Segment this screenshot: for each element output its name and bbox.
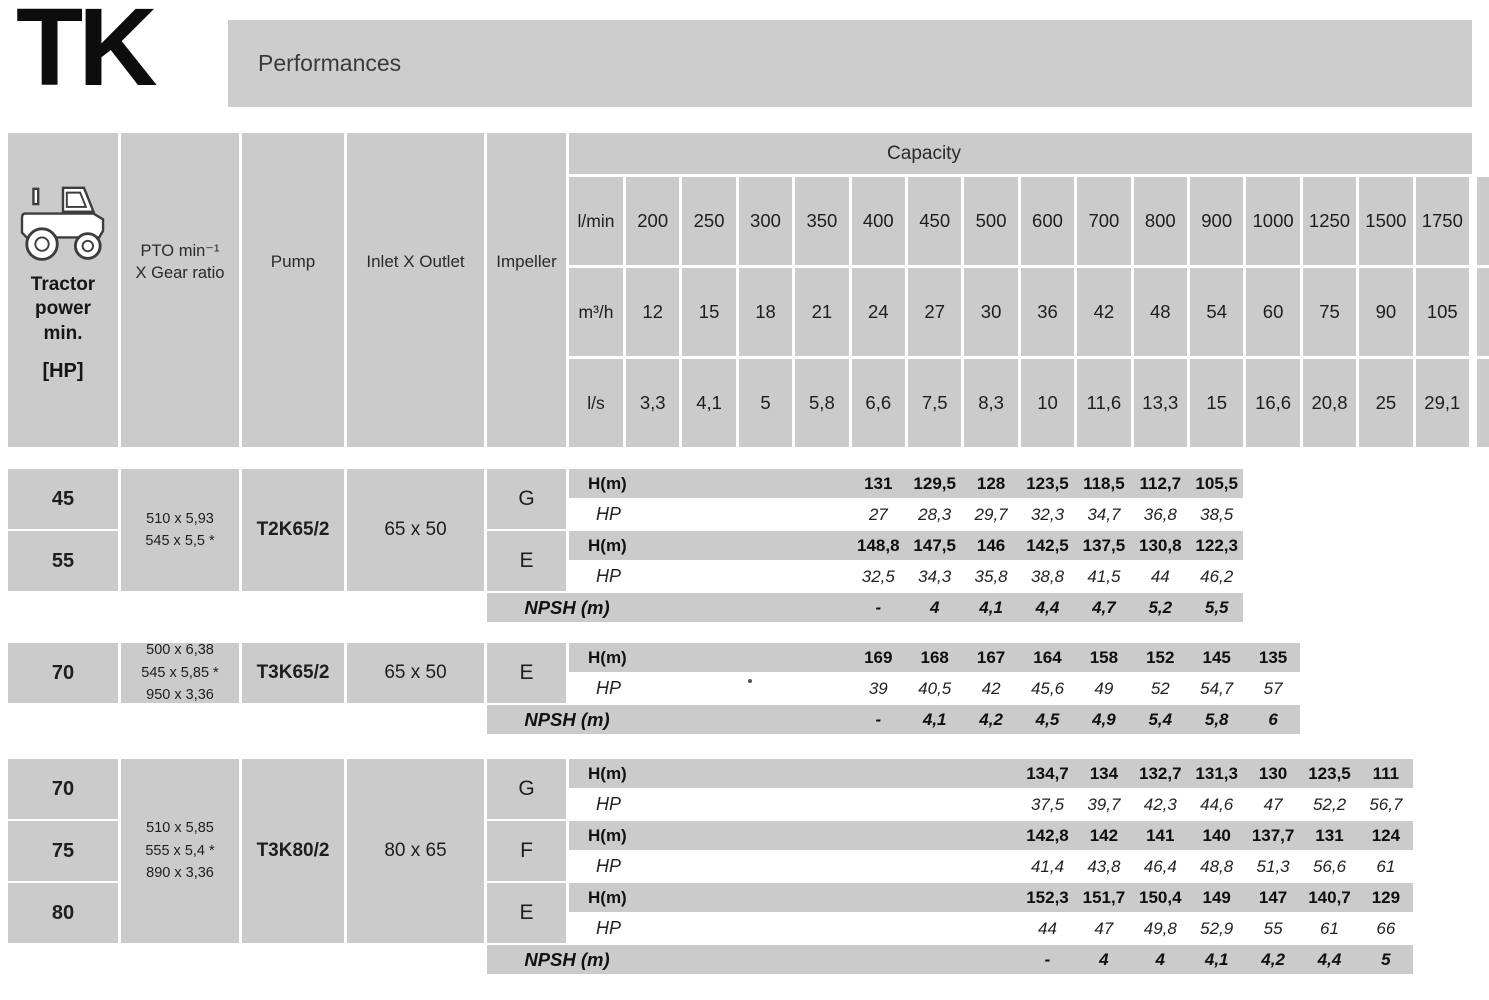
head-value: 158 — [1089, 647, 1119, 667]
power-value: 29,7 — [974, 504, 1008, 524]
npsh-value: 4,2 — [979, 709, 1003, 729]
head-value: 112,7 — [1139, 473, 1182, 493]
head-value: 167 — [976, 647, 1006, 667]
power-value: 46,4 — [1143, 856, 1177, 876]
impeller-letter: E — [487, 531, 566, 591]
inlet-outlet-value: 65 x 50 — [347, 643, 484, 703]
head-value: 148,8 — [857, 535, 900, 555]
capacity-value: 5,8 — [795, 359, 848, 447]
power-value: 42,3 — [1143, 794, 1177, 814]
npsh-value: 4,4 — [1317, 949, 1342, 969]
npsh-value: 5,8 — [1204, 709, 1229, 729]
capacity-value: 600 — [1021, 177, 1074, 265]
npsh-value: 4 — [1155, 949, 1166, 969]
pto-gear-line: 510 x 5,93 — [146, 510, 214, 527]
npsh-value: 4,1 — [1204, 949, 1229, 969]
capacity-value: 3,3 — [626, 359, 679, 447]
power-value: 28,3 — [918, 504, 952, 524]
pto-gear-line: 545 x 5,5 * — [145, 533, 215, 549]
power-value: 39,7 — [1087, 794, 1121, 814]
capacity-unit-label: l/min — [569, 177, 623, 265]
head-value: 124 — [1371, 825, 1401, 845]
impeller-letter: G — [487, 759, 566, 819]
pto-gear-line: 950 x 3,36 — [146, 687, 214, 704]
power-row-label: HP — [596, 678, 622, 698]
tractor-hp-value: 70 — [8, 643, 118, 703]
power-row-label: HP — [596, 856, 622, 876]
capacity-value: 5 — [739, 359, 792, 447]
power-value: 52,9 — [1200, 918, 1234, 938]
power-value: 51,3 — [1256, 856, 1290, 876]
capacity-value: 54 — [1190, 268, 1243, 356]
capacity-value: 11,6 — [1077, 359, 1130, 447]
head-row-label: H(m) — [588, 535, 627, 555]
npsh-value: 4,9 — [1092, 709, 1116, 729]
capacity-value: 48 — [1134, 268, 1187, 356]
impeller-letter: E — [487, 643, 566, 703]
power-value: 41,5 — [1087, 566, 1121, 586]
head-value: 135 — [1258, 647, 1288, 667]
capacity-value: 200 — [626, 177, 679, 265]
power-value: 54,7 — [1200, 678, 1234, 698]
head-value: 131 — [864, 473, 893, 493]
npsh-value: 4 — [1099, 949, 1109, 969]
table-edge-strip — [1477, 359, 1489, 447]
head-value: 141 — [1146, 825, 1175, 845]
capacity-value: 18 — [739, 268, 792, 356]
head-value: 146 — [976, 535, 1006, 555]
capacity-value: 400 — [852, 177, 905, 265]
head-value: 150,4 — [1139, 887, 1182, 907]
head-value: 140 — [1202, 825, 1231, 845]
head-value: 168 — [920, 647, 949, 667]
power-value: 38,5 — [1200, 504, 1234, 524]
capacity-label: Capacity — [887, 142, 961, 164]
tractor-hp-value: 55 — [8, 531, 118, 591]
inlet-outlet-label: Inlet X Outlet — [366, 252, 465, 271]
capacity-value: 27 — [908, 268, 961, 356]
power-row-label: HP — [596, 566, 622, 586]
head-value: 118,5 — [1083, 473, 1125, 493]
power-value: 45,6 — [1030, 678, 1065, 698]
power-value: 42 — [981, 678, 1001, 698]
impeller-letter: E — [487, 883, 566, 943]
power-value: 48,8 — [1200, 856, 1234, 876]
pump-name: T3K80/2 — [242, 759, 344, 943]
header-impeller-cell — [487, 133, 566, 447]
head-value: 130 — [1258, 763, 1288, 783]
npsh-row-label: NPSH (m) — [524, 708, 610, 730]
power-value: 49 — [1094, 678, 1114, 698]
power-value: 35,8 — [974, 566, 1008, 586]
header-tractor-power-cell — [8, 133, 118, 447]
head-value: 142,8 — [1026, 825, 1069, 845]
tractor-hp-value: 70 — [8, 759, 118, 819]
header-capacity-cell — [569, 133, 1472, 174]
pump-name: T3K65/2 — [242, 643, 344, 703]
tractor-hp-value: 45 — [8, 469, 118, 529]
power-value: 46,2 — [1200, 566, 1234, 586]
npsh-value: 4,1 — [922, 709, 947, 729]
capacity-value: 13,3 — [1134, 359, 1187, 447]
power-value: 43,8 — [1087, 856, 1121, 876]
npsh-value: 4,2 — [1261, 949, 1285, 969]
capacity-value: 800 — [1134, 177, 1187, 265]
pto-gear-line: 890 x 3,36 — [146, 865, 214, 882]
head-row-label: H(m) — [588, 647, 627, 667]
capacity-value: 1500 — [1359, 177, 1412, 265]
capacity-value: 700 — [1077, 177, 1130, 265]
impeller-letter: F — [487, 821, 566, 881]
power-value: 27 — [868, 504, 888, 524]
head-row-label: H(m) — [588, 763, 627, 783]
pto-label-line2: X Gear ratio — [135, 264, 225, 282]
head-value: 142 — [1089, 825, 1119, 845]
capacity-value: 21 — [795, 268, 848, 356]
power-value: 57 — [1263, 678, 1283, 698]
power-value: 56,6 — [1312, 856, 1347, 876]
capacity-value: 250 — [682, 177, 735, 265]
npsh-value: 5 — [1381, 949, 1391, 969]
power-value: 49,8 — [1143, 918, 1177, 938]
head-value: 129 — [1371, 887, 1401, 907]
head-value: 128 — [976, 473, 1006, 493]
head-value: 145 — [1202, 647, 1231, 667]
power-value: 61 — [1320, 918, 1339, 938]
head-value: 132,7 — [1139, 763, 1182, 783]
power-value: 41,4 — [1030, 856, 1065, 876]
capacity-value: 900 — [1190, 177, 1243, 265]
power-value: 34,3 — [918, 566, 952, 586]
npsh-row-label: NPSH (m) — [524, 596, 610, 618]
hp-unit-label: [HP] — [42, 359, 84, 382]
capacity-value: 29,1 — [1416, 359, 1469, 447]
npsh-value: - — [1044, 949, 1051, 969]
capacity-value: 500 — [964, 177, 1017, 265]
power-value: 37,5 — [1030, 794, 1065, 814]
impeller-letter: G — [487, 469, 566, 529]
capacity-value: 60 — [1246, 268, 1299, 356]
power-value: 44 — [1038, 918, 1057, 938]
pump-name: T2K65/2 — [242, 469, 344, 591]
capacity-value: 8,3 — [964, 359, 1017, 447]
head-value: 140,7 — [1308, 887, 1351, 907]
power-value: 52 — [1150, 678, 1170, 698]
capacity-unit-label: l/s — [569, 359, 623, 447]
capacity-value: 1250 — [1303, 177, 1356, 265]
tractor-power-label: Tractor power min. — [30, 274, 96, 344]
power-value: 47 — [1263, 794, 1283, 814]
power-value: 40,5 — [918, 678, 952, 698]
capacity-value: 20,8 — [1303, 359, 1356, 447]
head-row-label: H(m) — [588, 473, 627, 493]
npsh-value: 5,2 — [1148, 597, 1173, 617]
head-value: 147,5 — [913, 535, 956, 555]
npsh-value: 4,7 — [1092, 597, 1116, 617]
capacity-value: 7,5 — [908, 359, 961, 447]
pto-gear-line: 510 x 5,85 — [146, 820, 214, 837]
power-value: 44,6 — [1200, 794, 1234, 814]
capacity-value: 75 — [1303, 268, 1356, 356]
power-value: 66 — [1376, 918, 1396, 938]
power-value: 55 — [1263, 918, 1283, 938]
capacity-value: 1000 — [1246, 177, 1299, 265]
power-value: 32,3 — [1030, 504, 1065, 524]
power-row-label: HP — [596, 504, 622, 524]
head-value: 142,5 — [1026, 535, 1069, 555]
npsh-value: 5,5 — [1204, 597, 1229, 617]
header-pto-cell — [121, 133, 239, 447]
head-value: 105,5 — [1195, 473, 1238, 493]
npsh-value: 4,1 — [979, 597, 1003, 617]
pto-gear-line: 555 x 5,4 * — [145, 842, 215, 859]
header-inlet-outlet-cell — [347, 133, 484, 447]
npsh-value: - — [875, 597, 882, 617]
pump-label: Pump — [270, 252, 316, 271]
capacity-value: 24 — [852, 268, 905, 356]
head-value: 147 — [1258, 887, 1288, 907]
capacity-value: 90 — [1359, 268, 1412, 356]
pto-gear-cell — [121, 643, 239, 703]
npsh-value: 5,4 — [1148, 709, 1173, 729]
pto-gear-line: 545 x 5,85 * — [141, 664, 219, 681]
npsh-value: - — [875, 709, 882, 729]
power-value: 47 — [1094, 918, 1114, 938]
head-value: 152,3 — [1026, 887, 1069, 907]
head-value: 123,5 — [1026, 473, 1069, 493]
npsh-value: 4,4 — [1035, 597, 1060, 617]
tractor-icon — [19, 185, 107, 267]
head-value: 137,7 — [1251, 825, 1295, 845]
power-value: 44 — [1150, 566, 1170, 586]
capacity-value: 12 — [626, 268, 679, 356]
capacity-value: 16,6 — [1246, 359, 1299, 447]
power-value: 32,5 — [861, 566, 895, 586]
capacity-value: 36 — [1021, 268, 1074, 356]
head-value: 111 — [1372, 763, 1400, 783]
pto-gear-cell — [121, 759, 239, 943]
head-value: 131 — [1315, 825, 1344, 845]
head-value: 134,7 — [1026, 763, 1069, 783]
head-value: 122,3 — [1195, 535, 1238, 555]
capacity-unit-label: m³/h — [569, 268, 623, 356]
npsh-row-label: NPSH (m) — [524, 948, 610, 970]
header-pump-cell — [242, 133, 344, 447]
capacity-value: 15 — [1190, 359, 1243, 447]
impeller-label: Impeller — [496, 252, 557, 271]
speck-artifact — [748, 679, 752, 683]
capacity-value: 450 — [908, 177, 961, 265]
table-edge-strip — [1477, 268, 1489, 356]
npsh-value: 6 — [1268, 709, 1278, 729]
inlet-outlet-value: 80 x 65 — [347, 759, 484, 943]
performances-bar — [228, 20, 1472, 107]
power-value: 52,2 — [1312, 794, 1347, 814]
table-edge-strip — [1477, 177, 1489, 265]
power-value: 61 — [1376, 856, 1396, 876]
pto-gear-line: 500 x 6,38 — [146, 642, 214, 659]
tractor-hp-value: 80 — [8, 883, 118, 943]
capacity-value: 42 — [1077, 268, 1130, 356]
head-value: 164 — [1033, 647, 1062, 667]
capacity-value: 350 — [795, 177, 848, 265]
head-value: 169 — [864, 647, 893, 667]
capacity-value: 25 — [1359, 359, 1412, 447]
capacity-value: 6,6 — [852, 359, 905, 447]
capacity-value: 1750 — [1416, 177, 1469, 265]
head-value: 151,7 — [1082, 887, 1126, 907]
npsh-value: 4 — [929, 597, 940, 617]
power-value: 36,8 — [1143, 504, 1177, 524]
head-value: 123,5 — [1308, 763, 1351, 783]
capacity-value: 30 — [964, 268, 1017, 356]
capacity-value: 105 — [1416, 268, 1469, 356]
head-row-label: H(m) — [588, 887, 627, 907]
power-value: 38,8 — [1030, 566, 1065, 586]
power-row-label: HP — [596, 918, 622, 938]
head-value: 131,3 — [1195, 763, 1238, 783]
power-value: 34,7 — [1087, 504, 1121, 524]
tractor-hp-value: 75 — [8, 821, 118, 881]
head-value: 130,8 — [1139, 535, 1182, 555]
capacity-value: 300 — [739, 177, 792, 265]
power-value: 56,7 — [1369, 794, 1403, 814]
head-value: 149 — [1202, 887, 1231, 907]
page-title: Performances — [258, 50, 402, 76]
head-value: 137,5 — [1082, 535, 1126, 555]
pto-label-line1: PTO min⁻¹ — [140, 241, 220, 260]
head-row-label: H(m) — [588, 825, 627, 845]
capacity-value: 10 — [1021, 359, 1074, 447]
pto-gear-cell — [121, 469, 239, 591]
head-value: 129,5 — [913, 473, 956, 493]
capacity-value: 4,1 — [682, 359, 735, 447]
power-row-label: HP — [596, 794, 622, 814]
head-value: 152 — [1146, 647, 1175, 667]
capacity-value: 15 — [682, 268, 735, 356]
npsh-value: 4,5 — [1035, 709, 1060, 729]
logo-tk: TK — [16, 0, 153, 109]
inlet-outlet-value: 65 x 50 — [347, 469, 484, 591]
head-value: 134 — [1089, 763, 1119, 783]
power-value: 39 — [868, 678, 888, 698]
